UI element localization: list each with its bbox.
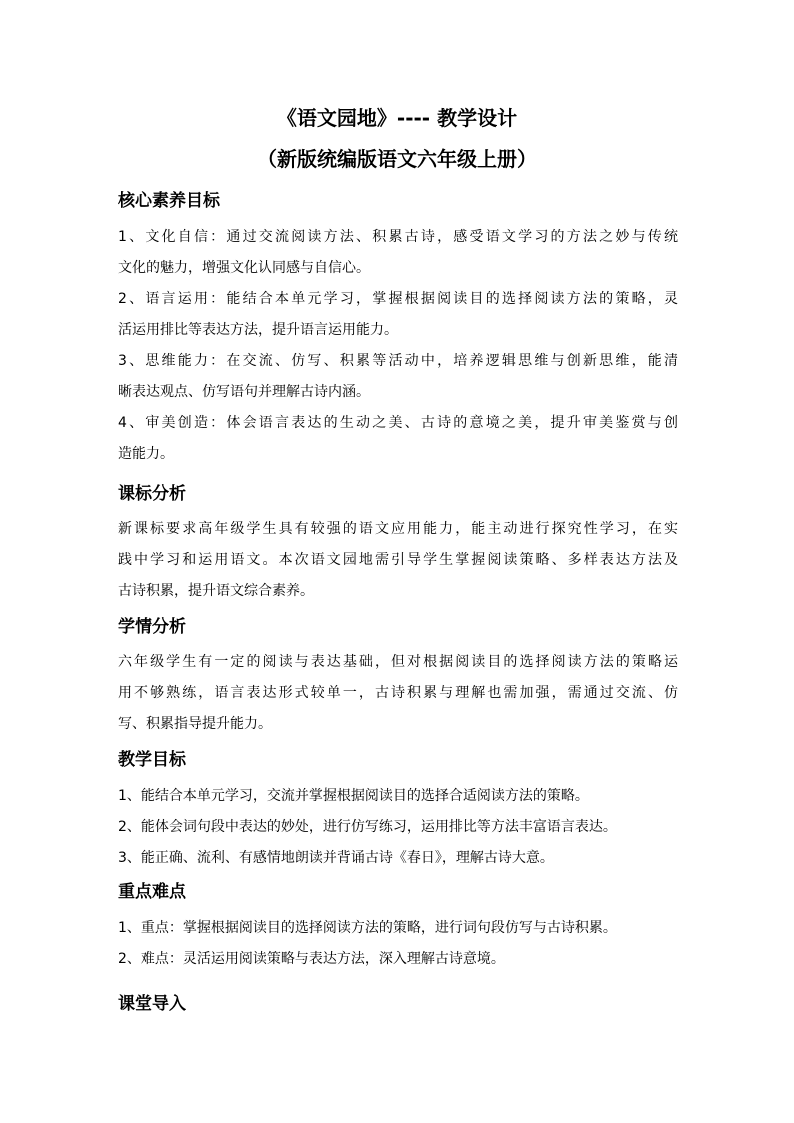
section-heading-introduction: 课堂导入: [118, 994, 186, 1014]
teaching-goals-list: [118, 781, 698, 874]
document-subtitle: （新版统编版语文六年级上册）: [257, 147, 537, 171]
paragraph-line: 古诗积累，提升语文综合素养。: [118, 583, 314, 599]
section-heading-teaching-goals: 教学目标: [118, 750, 186, 770]
list-item-line: 活运用排比等表达方法，提升语言运用能力。: [118, 322, 398, 338]
list-item-line: 4、审美创造：体会语言表达的生动之美、古诗的意境之美，提升审美鉴赏与创: [118, 415, 678, 431]
list-item-line: 文化的魅力，增强文化认同感与自信心。: [118, 260, 370, 276]
paragraph-line: 新课标要求高年级学生具有较强的语文应用能力，能主动进行探究性学习，在实: [118, 521, 678, 537]
list-item-line: 1、文化自信：通过交流阅读方法、积累古诗，感受语文学习的方法之妙与传统: [118, 229, 678, 245]
list-item: 1、能结合本单元学习，交流并掌握根据阅读目的选择合适阅读方法的策略。: [118, 788, 589, 804]
paragraph-line: 用不够熟练，语言表达形式较单一，古诗积累与理解也需加强，需通过交流、仿: [118, 685, 678, 701]
list-item: 1、重点：掌握根据阅读目的选择阅读方法的策略，进行词句段仿写与古诗积累。: [118, 920, 617, 936]
section-heading-curriculum-analysis: 课标分析: [118, 484, 186, 504]
paragraph-line: 践中学习和运用语文。本次语文园地需引导学生掌握阅读策略、多样表达方法及: [118, 552, 678, 568]
list-item: 3、能正确、流利、有感情地朗读并背诵古诗《春日》，理解古诗大意。: [118, 850, 554, 866]
section-heading-learner-analysis: 学情分析: [118, 617, 186, 637]
section-heading-core-literacy: 核心素养目标: [118, 191, 220, 211]
document-title: 《语文园地》---- 教学设计: [276, 106, 518, 130]
list-item: 2、难点：灵活运用阅读策略与表达方法，深入理解古诗意境。: [118, 951, 505, 967]
list-item-line: 2、语言运用：能结合本单元学习，掌握根据阅读目的选择阅读方法的策略，灵: [118, 291, 678, 307]
section-heading-key-difficult: 重点难点: [118, 882, 186, 902]
learner-analysis-paragraph: [118, 647, 678, 740]
paragraph-line: 六年级学生有一定的阅读与表达基础，但对根据阅读目的选择阅读方法的策略运: [118, 654, 678, 670]
list-item-line: 晰表达观点、仿写语句并理解古诗内涵。: [118, 384, 370, 400]
list-item: 2、能体会词句段中表达的妙处，进行仿写练习，运用排比等方法丰富语言表达。: [118, 819, 617, 835]
core-literacy-list: [118, 222, 678, 470]
key-difficult-list: [118, 913, 698, 975]
paragraph-line: 写、积累指导提升能力。: [118, 716, 272, 732]
list-item-line: 造能力。: [118, 446, 174, 462]
list-item-line: 3、思维能力：在交流、仿写、积累等活动中，培养逻辑思维与创新思维，能清: [118, 353, 678, 369]
curriculum-analysis-paragraph: [118, 514, 678, 607]
